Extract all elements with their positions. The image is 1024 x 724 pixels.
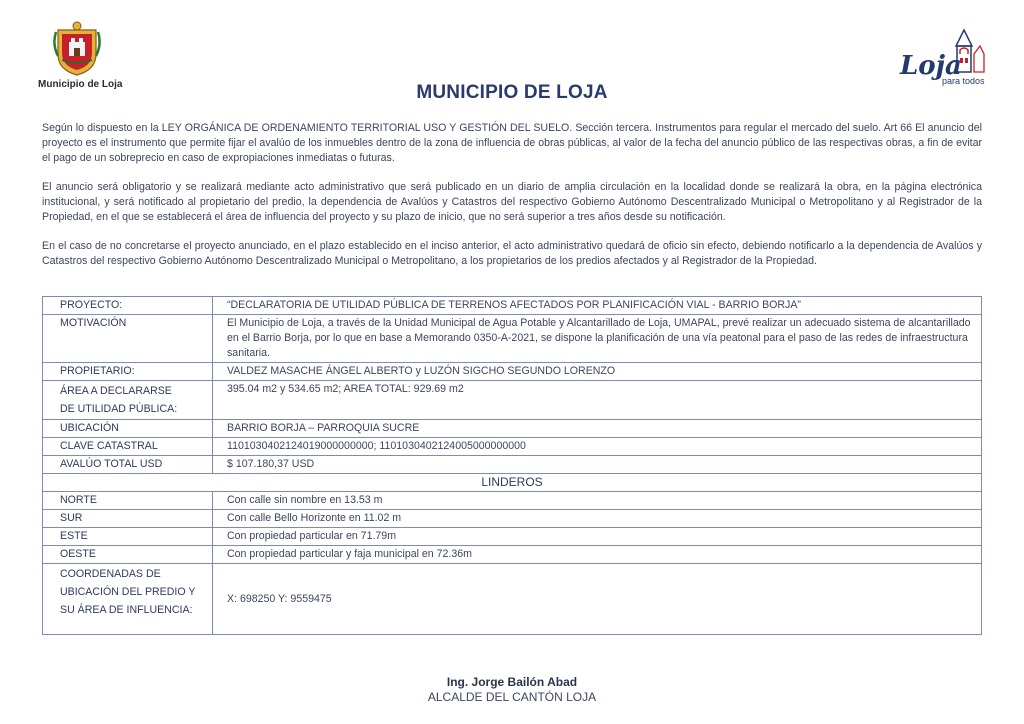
avaluo-value: $ 107.180,37 USD <box>213 456 982 474</box>
oeste-value: Con propiedad particular y faja municipal en 72.36m <box>213 546 982 564</box>
area-label-line-1: ÁREA A DECLARARSE <box>60 385 172 397</box>
proyecto-label: PROYECTO: <box>43 297 213 315</box>
signatory-role: ALCALDE DEL CANTÓN LOJA <box>427 690 597 704</box>
signatory-name: Ing. Jorge Bailón Abad <box>446 675 578 689</box>
coordenadas-label <box>43 564 213 635</box>
row-norte <box>43 492 982 510</box>
linderos-heading: LINDEROS <box>43 474 982 492</box>
row-ubicacion <box>43 420 982 438</box>
propietario-label: PROPIETARIO: <box>43 363 213 381</box>
coordenadas-label-line-3: SU ÁREA DE INFLUENCIA: <box>60 604 193 616</box>
oeste-label: OESTE <box>43 546 213 564</box>
proyecto-value: “DECLARATORIA DE UTILIDAD PÚBLICA DE TERRENOS AFECTADOS POR PLANIFICACIÓN VIAL - BARRIO BORJA” <box>213 297 982 315</box>
norte-value: Con calle sin nombre en 13.53 m <box>213 492 982 510</box>
norte-label: NORTE <box>43 492 213 510</box>
svg-text:para todos: para todos <box>942 76 985 86</box>
loja-para-todos-logo-icon <box>898 24 990 90</box>
clave-label: CLAVE CATASTRAL <box>43 438 213 456</box>
row-linderos-heading <box>43 474 982 492</box>
coordenadas-label-line-2: UBICACIÓN DEL PREDIO Y <box>60 586 196 598</box>
row-coordenadas <box>43 564 982 635</box>
intro-paragraph-1: Según lo dispuesto en la LEY ORGÁNICA DE ORDENAMIENTO TERRITORIAL USO Y GESTIÓN DEL SUELO. Sección tercera. Instrumentos para regular el mercado del suelo. Art 66 El anuncio del proyecto es el instrumento que permite fijar el avalúo de los inmuebles dentro de la zona de influencia de obras públicas, al valor de la fecha del anuncio público de las respectivas obras, a fin de evitar el pago de un sobreprecio en caso de expropiaciones inmediatas o futuras. <box>42 122 982 164</box>
signature-block <box>0 675 1024 704</box>
row-este <box>43 528 982 546</box>
row-clave-catastral <box>43 438 982 456</box>
propietario-value: VALDEZ MASACHE ÁNGEL ALBERTO y LUZÓN SIGCHO SEGUNDO LORENZO <box>213 363 982 381</box>
area-label-line-2: DE UTILIDAD PÚBLICA: <box>60 403 178 415</box>
municipal-seal-icon <box>52 20 102 76</box>
page-title: MUNICIPIO DE LOJA <box>416 82 608 103</box>
ubicacion-label: UBICACIÓN <box>43 420 213 438</box>
ubicacion-value: BARRIO BORJA – PARROQUIA SUCRE <box>213 420 982 438</box>
row-oeste <box>43 546 982 564</box>
coordenadas-label-line-1: COORDENADAS DE <box>60 568 161 580</box>
sur-value: Con calle Bello Horizonte en 11.02 m <box>213 510 982 528</box>
seal-caption: Municipio de Loja <box>38 79 123 90</box>
row-area <box>43 381 982 420</box>
row-motivacion <box>43 315 982 363</box>
intro-text <box>42 121 982 283</box>
coordenadas-value: X: 698250 Y: 9559475 <box>213 564 982 635</box>
area-value: 395.04 m2 y 534.65 m2; AREA TOTAL: 929.69 m2 <box>213 381 982 420</box>
clave-value: 1101030402124019000000000; 1101030402124005000000000 <box>213 438 982 456</box>
intro-paragraph-3: En el caso de no concretarse el proyecto anunciado, en el plazo establecido en el inciso anterior, el acto administrativo quedará de oficio sin efecto, debiendo notificarlo a la dependencia de Avalúos y Catastros del respectivo Gobierno Autónomo Descentralizado Municipal o Metropolitano, a los propietarios de los predios afectados y al Registrador de la Propiedad. <box>42 240 982 267</box>
motivacion-label: MOTIVACIÓN <box>43 315 213 363</box>
area-label <box>43 381 213 420</box>
sur-label: SUR <box>43 510 213 528</box>
row-sur <box>43 510 982 528</box>
row-propietario <box>43 363 982 381</box>
project-info-table <box>42 296 982 635</box>
svg-text:Loja: Loja <box>900 51 962 81</box>
este-label: ESTE <box>43 528 213 546</box>
este-value: Con propiedad particular en 71.79m <box>213 528 982 546</box>
avaluo-label: AVALÚO TOTAL USD <box>43 456 213 474</box>
row-proyecto <box>43 297 982 315</box>
intro-paragraph-2: El anuncio será obligatorio y se realizará mediante acto administrativo que será publicado en un diario de amplia circulación en la localidad donde se realizará la obra, en la página electrónica institucional, y será notificado al propietario del predio, la dependencia de Avalúos y Catastros del respectivo Gobierno Autónomo Descentralizado Municipal o Metropolitano y al Registrador de la Propiedad, en el que se establecerá el área de influencia del proyecto y su plazo de inicio, que no será superior a tres años desde su notificación. <box>42 181 982 223</box>
row-avaluo <box>43 456 982 474</box>
motivacion-value: El Municipio de Loja, a través de la Unidad Municipal de Agua Potable y Alcantarillado de Loja, UMAPAL, prevé realizar un adecuado sistema de alcantarillado en el Barrio Borja, por lo que en base a Memorando 0350-A-2021, se dispone la planificación de una vía peatonal para el paso de las redes de infraestructura sanitaria. <box>213 315 982 363</box>
